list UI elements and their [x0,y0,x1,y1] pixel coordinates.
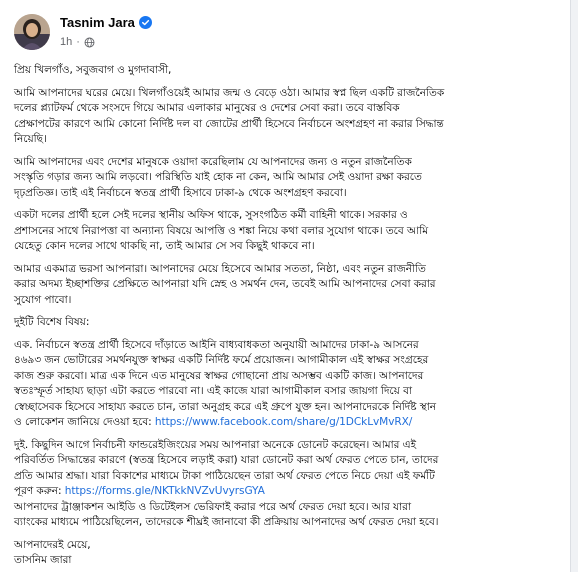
post-line: দৃঢ়প্রতিজ্ঞ। তাই এই নির্বাচনে স্বতন্ত্র প্রার্থী হিসাবে ঢাকা-৯ থেকে অংশগ্রহণ করবো। [14,186,347,199]
signoff-line: আপনাদেরই মেয়ে, [14,538,91,551]
post-header [14,14,554,54]
post-paragraph [14,155,562,202]
post-line: এক. নির্বাচনে স্বতন্ত্র প্রার্থী হিসেবে দাঁড়াতে আইনি বাধ্যবাধকতা অনুযায়ী আমাদের ঢাকা-৯ আসনের [14,338,419,351]
post-line: প্রেক্ষাপটের কারণে আমি কোনো নির্দিষ্ট দল বা জোটের প্রার্থী হিসেবে নির্বাচনে অংশগ্রহণ না করার সিদ্ধান্ত [14,117,444,130]
post-line: আপনাদের ট্রাঞ্জাকশন আইডি ও ডিটেইলস ভেরিফাই করার পরে অর্থ ফেরত দেয়া হবে। আর যারা [14,500,411,513]
item-one [14,338,562,431]
author-name[interactable] [60,15,152,30]
post-line: আমি আপনাদের ঘরের মেয়ে। খিলগাঁওয়েই আমার জন্ম ও বেড়ে ওঠা। আমার স্বপ্ন ছিল একটি রাজনৈতিক [14,86,445,99]
author-name-text[interactable]: Tasnim Jara [60,15,135,30]
post-time[interactable]: 1h [60,36,73,48]
post-line: দলের প্ল্যাটফর্ম থেকে সংসদে গিয়ে আমার এলাকার মানুষের ও দেশের সেবা করা। তবে বাস্তবিক [14,102,400,114]
post-line [14,415,562,431]
post-meta [60,36,95,48]
post-line [14,484,562,500]
post-paragraph [14,208,562,255]
item-two [14,438,562,531]
link-prefix: ও লোকেশন জানিয়ে দেওয়া হবে: [14,416,155,428]
post-line: সংস্কৃতি গড়ার জন্য আমি লড়বো। পরিস্থিতি যাই হোক না কেন, আমি আমার সেই ওয়াদা রক্ষা করতে [14,171,422,183]
post-line: আমি আপনাদের এবং দেশের মানুষকে ওয়াদা করেছিলাম যে আপনাদের জন্য ও নতুন রাজনৈতিক [14,155,412,168]
meta-dot: · [76,36,80,48]
post-line: পরিবর্তিত সিদ্ধান্তের কারণে (স্বতন্ত্র হিসেবে লড়াই করা) যারা ডোনেট করা অর্থ ফেরত পেতে চান, তাদের [14,454,439,466]
post-line: নিয়েছি। [14,133,47,145]
signoff [14,538,562,569]
post-greeting: প্রিয় খিলগাঁও, সবুজবাগ ও মুগদাবাসী, [14,64,172,76]
special-topics-heading: দুইটি বিশেষ বিষয়: [14,316,90,328]
avatar[interactable] [14,14,50,50]
globe-icon[interactable] [84,37,95,48]
post-line: করার অদম্য ইচ্ছাশক্তির প্রেক্ষিতে আপনারা যদি স্নেহ ও সমর্থন দেন, তবেই আমি আপনাদের সেবা করার [14,278,436,290]
post-line: কাজ শুরু করবো। মাত্র এক দিনে এত মানুষের স্বাক্ষর গোছানো প্রায় অসম্ভব একটি কাজ। আপনাদের [14,369,424,382]
post-line: স্বতঃস্ফূর্ত সাহায্য ছাড়া এটা করতে পারবো না। এই কাজে যারা আগামীকাল বসার জায়গা দিয়ে বা [14,385,412,397]
signoff-name: তাসনিম জারা [14,554,72,566]
post-line: স্বেচ্ছাসেবক হিসেবে সাহায্য করতে চান, তারা অনুগ্রহ করে এই গ্রুপে যুক্ত হন। আপনাদেরকে নির্দিষ্ট স্থান [14,400,436,413]
post-line: প্রতি আমার শ্রদ্ধা। যারা বিকাশের মাধ্যমে টাকা পাঠিয়েছেন তারা অর্থ ফেরত পেতে নিচে দেয়া এই ফর্মটি [14,469,435,482]
post-paragraph [14,86,562,148]
post-line: একটা দলের প্রার্থী হলে সেই দলের স্থানীয় অফিস থাকে, সুসংগঠিত কর্মী বাহিনী থাকে। সরকার ও [14,209,408,221]
facebook-group-link[interactable]: https://www.facebook.com/share/g/1DCkLvMvRX/ [154,416,413,428]
link-prefix: পূরণ করুন: [14,485,65,497]
post-line: আমার একমাত্র ভরসা আপনারা। আপনাদের মেয়ে হিসেবে আমার সততা, নিষ্ঠা, এবং নতুন রাজনীতি [14,262,426,275]
post-paragraph [14,262,562,309]
post-line: ব্যাংকের মাধ্যমে পাঠিয়েছিলেন, তাদেরকে শীঘ্রই জানাবো কী প্রক্রিয়ায় আপনাদের অর্থ ফেরত দেয়া হবে। [14,516,439,528]
post-line: ৪৬৯৩ জন ভোটারের সমর্থনযুক্ত স্বাক্ষর একটি নির্দিষ্ট ফর্মে প্রয়োজন। আগামীকাল এই স্বাক্ষর সংগ্রহের [14,354,429,366]
post-line: প্রশাসনের সাথে নিরাপত্তা বা অন্যান্য বিষয়ে আপত্তি ও শঙ্কা নিয়ে কথা বলার সুযোগ থাকে। তবে আমি [14,224,429,237]
verified-badge-icon [139,16,152,29]
refund-form-link[interactable]: https://forms.gle/NKTkkNVZvUvyrsGYA [64,485,265,497]
post-body [14,63,562,569]
avatar-image [14,14,50,50]
post-line: সুযোগ পাবো। [14,293,72,306]
post-line: দুই. কিছুদিন আগে নির্বাচনী ফান্ডরেইজিংয়ের সময় আপনারা অনেকে ডোনেট করেছেন। আমার এই [14,438,416,451]
post-line: যেহেতু কোন দলের সাথে থাকছি না, তাই আমার সে সব কিছুই থাকবে না। [14,240,315,252]
